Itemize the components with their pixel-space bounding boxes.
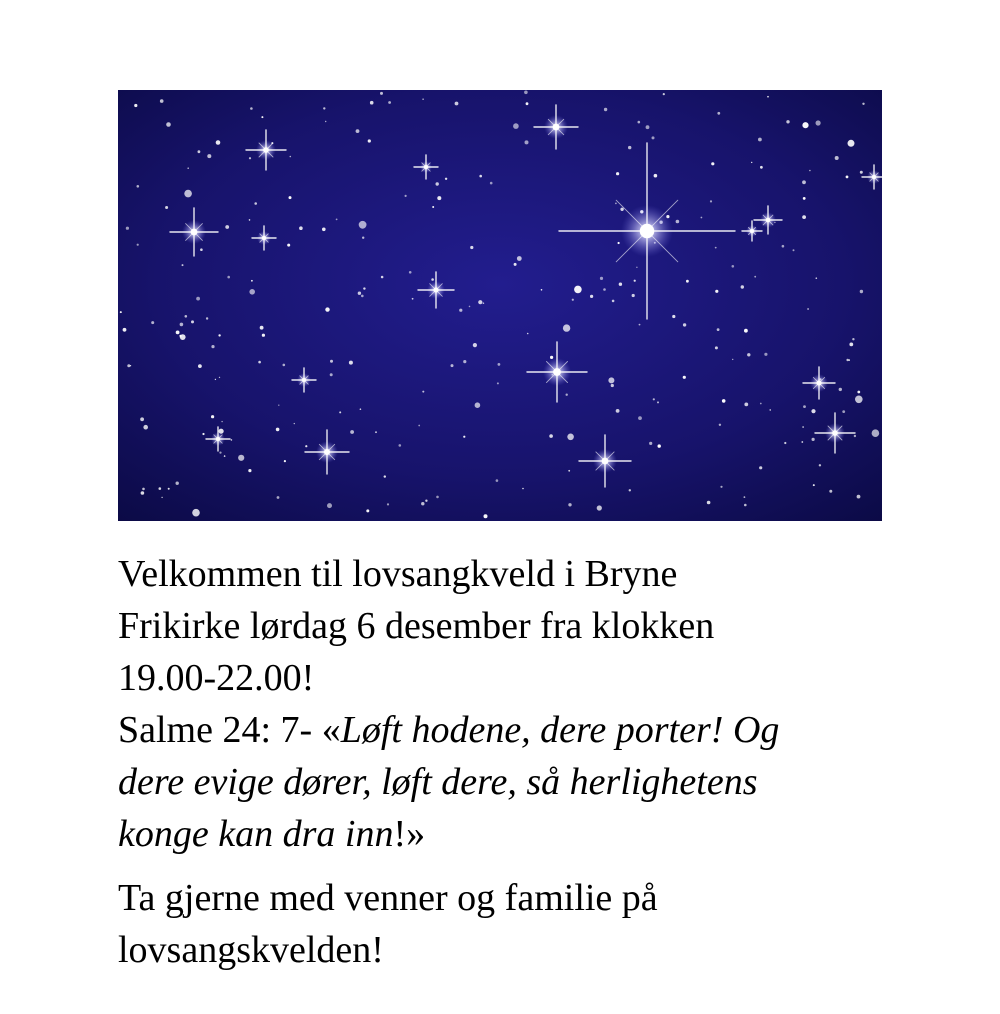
star-dot bbox=[187, 167, 189, 169]
star-dot bbox=[478, 300, 482, 304]
star-dot bbox=[479, 175, 482, 178]
star-dot bbox=[184, 190, 192, 198]
star-dot bbox=[854, 435, 856, 437]
star-dot bbox=[525, 140, 529, 144]
star-dot bbox=[211, 345, 214, 348]
star-dot bbox=[185, 315, 188, 318]
star-dot bbox=[191, 320, 194, 323]
star-dot bbox=[786, 120, 789, 123]
starry-sky-image bbox=[118, 90, 882, 521]
star-dot bbox=[620, 208, 623, 211]
star-dot bbox=[517, 256, 522, 261]
star-dot bbox=[422, 391, 424, 393]
star-dot bbox=[179, 335, 181, 337]
star-dot bbox=[513, 123, 519, 129]
psalm-prefix: Salme 24: 7- « bbox=[118, 709, 341, 751]
star-dot bbox=[437, 196, 441, 200]
star-dot bbox=[842, 410, 845, 413]
star-dot bbox=[238, 455, 244, 461]
star-dot bbox=[566, 394, 568, 396]
star-dot bbox=[862, 103, 864, 105]
star-dot bbox=[657, 401, 659, 403]
star-dot bbox=[658, 444, 661, 447]
star-dot bbox=[498, 363, 501, 366]
psalm-quote-2: dere evige dører, løft dere, så herlighetens bbox=[118, 761, 758, 803]
star-dot bbox=[123, 328, 127, 332]
star-dot bbox=[219, 452, 221, 454]
star-dot bbox=[143, 425, 148, 430]
closing-paragraph bbox=[118, 872, 918, 976]
star-dot bbox=[744, 496, 746, 498]
sky-background bbox=[118, 90, 882, 521]
star-dot bbox=[375, 431, 377, 433]
star-dot bbox=[629, 489, 631, 491]
star-dot bbox=[350, 430, 354, 434]
star-dot bbox=[323, 107, 325, 109]
psalm-quote-3: konge kan dra inn bbox=[118, 813, 394, 855]
star-dot bbox=[744, 504, 747, 507]
star-dot bbox=[764, 353, 767, 356]
star-dot bbox=[852, 338, 854, 340]
star-dot bbox=[409, 271, 412, 274]
star-dot bbox=[618, 242, 620, 244]
star-dot bbox=[604, 108, 607, 111]
star-dot bbox=[638, 416, 642, 420]
star-dot bbox=[336, 219, 338, 221]
star-dot bbox=[224, 455, 226, 457]
star-dot bbox=[180, 323, 184, 327]
star-dot bbox=[176, 482, 179, 485]
star-dot bbox=[325, 307, 329, 311]
star-dot bbox=[484, 514, 488, 518]
star-dot bbox=[399, 444, 402, 447]
star-dot bbox=[231, 439, 233, 441]
star-dot bbox=[849, 343, 853, 347]
star-dot bbox=[182, 264, 184, 266]
star-dot bbox=[142, 488, 145, 491]
star-dot bbox=[802, 122, 808, 128]
star-dot bbox=[848, 359, 850, 361]
star-dot bbox=[483, 302, 485, 304]
star-dot bbox=[289, 196, 292, 199]
psalm-suffix: !» bbox=[393, 813, 426, 855]
star-dot bbox=[835, 156, 839, 160]
star-dot bbox=[801, 441, 803, 443]
star-dot bbox=[848, 140, 855, 147]
invite-line-2: Frikirke lørdag 6 desember fra klokken bbox=[118, 605, 715, 647]
star-dot bbox=[198, 150, 201, 153]
star-dot bbox=[277, 496, 280, 499]
star-dot bbox=[524, 91, 528, 95]
star-dot bbox=[628, 146, 631, 149]
star-dot bbox=[722, 399, 726, 403]
star-dot bbox=[418, 425, 420, 427]
star-dot bbox=[686, 280, 689, 283]
star-dot bbox=[813, 484, 815, 486]
star-dot bbox=[732, 359, 733, 360]
star-dot bbox=[782, 245, 785, 248]
star-dot bbox=[470, 246, 473, 249]
star-dot bbox=[436, 496, 439, 499]
star-dot bbox=[251, 280, 253, 282]
star-dot bbox=[646, 125, 650, 129]
star-dot bbox=[490, 182, 493, 185]
star-dot bbox=[758, 138, 762, 142]
star-dot bbox=[206, 317, 208, 319]
star-dot bbox=[567, 434, 574, 441]
star-dot bbox=[198, 364, 202, 368]
star-dot bbox=[839, 388, 842, 391]
star-dot bbox=[218, 334, 220, 336]
star-dot bbox=[619, 283, 622, 286]
star-dot bbox=[436, 182, 439, 185]
star-dot bbox=[363, 287, 365, 289]
star-dot bbox=[802, 215, 806, 219]
star-dot bbox=[770, 409, 771, 410]
star-dot bbox=[707, 501, 711, 505]
star-dot bbox=[370, 101, 374, 105]
star-dot bbox=[137, 185, 140, 188]
star-dot bbox=[431, 278, 434, 281]
star-dot bbox=[715, 346, 718, 349]
star-dot bbox=[276, 428, 280, 432]
star-dot bbox=[615, 203, 617, 205]
star-dot bbox=[747, 353, 750, 356]
star-dot bbox=[860, 290, 863, 293]
star-dot bbox=[339, 411, 341, 413]
star-dot bbox=[192, 509, 200, 517]
star-dot bbox=[497, 382, 499, 384]
star-dot bbox=[120, 311, 122, 313]
star-dot bbox=[760, 403, 762, 405]
star-dot bbox=[784, 442, 786, 444]
star-dot bbox=[608, 377, 614, 383]
star-dot bbox=[634, 280, 636, 282]
star-dot bbox=[732, 265, 735, 268]
star-dot bbox=[425, 500, 427, 502]
star-dot bbox=[612, 300, 615, 303]
star-dot bbox=[356, 129, 360, 133]
star-dot bbox=[225, 225, 229, 229]
star-dot bbox=[872, 429, 880, 437]
star-dot bbox=[262, 334, 265, 337]
invitation-text bbox=[118, 548, 918, 976]
star-dot bbox=[221, 421, 222, 422]
star-dot bbox=[249, 289, 255, 295]
star-dot bbox=[305, 445, 307, 447]
star-dot bbox=[793, 249, 795, 251]
invite-paragraph bbox=[118, 548, 918, 860]
star-dot bbox=[803, 197, 806, 200]
star-dot bbox=[802, 180, 806, 184]
star-dot bbox=[568, 470, 570, 472]
star-dot bbox=[819, 464, 821, 466]
star-dot bbox=[294, 423, 295, 424]
star-dot bbox=[469, 306, 471, 308]
star-dot bbox=[816, 277, 818, 279]
star-dot bbox=[412, 298, 414, 300]
star-dot bbox=[672, 315, 675, 318]
star-dot bbox=[616, 409, 620, 413]
star-dot bbox=[200, 248, 203, 251]
star-dot bbox=[141, 491, 145, 495]
star-dot bbox=[715, 247, 717, 249]
star-dot bbox=[168, 488, 170, 490]
star-dot bbox=[649, 442, 652, 445]
star-dot bbox=[632, 294, 635, 297]
star-dot bbox=[803, 405, 806, 408]
star-dot bbox=[284, 460, 286, 462]
star-dot bbox=[384, 475, 386, 477]
star-dot bbox=[211, 415, 214, 418]
star-dot bbox=[327, 503, 332, 508]
star-dot bbox=[760, 166, 763, 169]
star-dot bbox=[568, 503, 571, 506]
star-dot bbox=[590, 295, 593, 298]
star-dot bbox=[563, 324, 570, 331]
star-dot bbox=[473, 343, 477, 347]
star-dot bbox=[196, 297, 200, 301]
star-dot bbox=[811, 409, 815, 413]
star-dot bbox=[260, 326, 264, 330]
star-dot bbox=[287, 244, 290, 247]
star-dot bbox=[459, 309, 462, 312]
star-dot bbox=[432, 206, 434, 208]
star-dot bbox=[330, 360, 333, 363]
star-dot bbox=[216, 140, 221, 145]
star-dot bbox=[368, 139, 371, 142]
star-dot bbox=[278, 405, 279, 406]
closing-line-1: Ta gjerne med venner og familie på bbox=[118, 877, 658, 919]
star-dot bbox=[215, 379, 216, 380]
star-dot bbox=[290, 156, 292, 158]
psalm-quote-1: Løft hodene, dere porter! Og bbox=[340, 709, 780, 751]
star-dot bbox=[475, 402, 481, 408]
star-dot bbox=[202, 433, 204, 435]
star-dot bbox=[860, 171, 863, 174]
star-dot bbox=[254, 202, 257, 205]
star-dot bbox=[159, 487, 162, 490]
invite-line-1: Velkommen til lovsangkveld i Bryne bbox=[118, 553, 678, 595]
star-dot bbox=[366, 509, 369, 512]
star-dot bbox=[720, 486, 722, 488]
star-dot bbox=[422, 98, 424, 100]
star-dot bbox=[807, 308, 809, 310]
star-dot bbox=[362, 237, 364, 239]
star-dot bbox=[652, 136, 655, 139]
star-dot bbox=[227, 276, 230, 279]
star-dot bbox=[597, 505, 602, 510]
star-dot bbox=[166, 122, 171, 127]
star-dot bbox=[349, 361, 353, 365]
star-dot bbox=[759, 466, 762, 469]
star-dot bbox=[137, 244, 139, 246]
star-dot bbox=[322, 228, 326, 232]
star-dot bbox=[654, 174, 658, 178]
star-dot bbox=[812, 438, 815, 441]
star-dot bbox=[527, 333, 529, 335]
star-dot bbox=[744, 329, 748, 333]
star-dot bbox=[857, 391, 860, 394]
star-dot bbox=[134, 104, 137, 107]
star-dot bbox=[715, 290, 718, 293]
star-dot bbox=[140, 417, 144, 421]
star-dot bbox=[711, 162, 714, 165]
star-dot bbox=[258, 361, 261, 364]
star-dot bbox=[261, 116, 263, 118]
star-dot bbox=[829, 490, 832, 493]
star-dot bbox=[639, 324, 641, 326]
star-dot bbox=[160, 99, 164, 103]
star-dot bbox=[451, 364, 454, 367]
star-dot bbox=[603, 288, 606, 291]
star-dot bbox=[381, 276, 384, 279]
star-dot bbox=[663, 93, 665, 95]
star-dot bbox=[550, 356, 553, 359]
star-dot bbox=[130, 365, 131, 366]
star-dot bbox=[717, 112, 720, 115]
star-dot bbox=[283, 364, 286, 367]
star-dot bbox=[809, 170, 811, 172]
invite-line-3: 19.00-22.00! bbox=[118, 657, 315, 699]
star-dot bbox=[616, 172, 619, 175]
star-dot bbox=[572, 299, 574, 301]
star-dot bbox=[744, 403, 748, 407]
star-dot bbox=[358, 292, 361, 295]
star-dot bbox=[207, 154, 211, 158]
star-dot bbox=[330, 373, 333, 376]
star-dot bbox=[857, 495, 861, 499]
star-dot bbox=[361, 295, 364, 298]
star-dot bbox=[360, 408, 362, 410]
star-dot bbox=[767, 96, 769, 98]
star-dot bbox=[388, 101, 391, 104]
star-dot bbox=[165, 206, 168, 209]
star-dot bbox=[445, 178, 447, 180]
star-dot bbox=[549, 434, 553, 438]
star-dot bbox=[405, 195, 407, 197]
star-dot bbox=[600, 277, 603, 280]
star-dot bbox=[514, 263, 517, 266]
star-dot bbox=[717, 328, 720, 331]
star-dot bbox=[802, 426, 804, 428]
star-dot bbox=[380, 92, 383, 95]
star-dot bbox=[496, 479, 499, 482]
star-dot bbox=[463, 360, 466, 363]
star-dot bbox=[359, 221, 367, 229]
star-dot bbox=[248, 469, 251, 472]
star-dot bbox=[522, 488, 524, 490]
star-dot bbox=[816, 120, 821, 125]
star-dot bbox=[161, 497, 162, 498]
star-dot bbox=[250, 107, 253, 110]
star-dot bbox=[846, 176, 849, 179]
star-dot bbox=[526, 102, 529, 105]
star-dot bbox=[219, 377, 220, 378]
star-dot bbox=[249, 219, 251, 221]
star-dot bbox=[754, 276, 756, 278]
closing-line-2: lovsangskvelden! bbox=[118, 929, 384, 971]
star-dot bbox=[455, 102, 459, 106]
star-dot bbox=[636, 267, 637, 268]
star-dot bbox=[701, 217, 703, 219]
star-dot bbox=[683, 323, 686, 326]
star-dot bbox=[855, 396, 863, 404]
star-dot bbox=[463, 436, 465, 438]
star-dot bbox=[176, 331, 180, 335]
star-dot bbox=[387, 503, 389, 505]
star-dot bbox=[249, 157, 251, 159]
star-dot bbox=[710, 200, 712, 202]
star-dot bbox=[421, 502, 424, 505]
star-dot bbox=[574, 286, 582, 294]
star-dot bbox=[299, 226, 303, 230]
star-dot bbox=[676, 220, 680, 224]
star-dot bbox=[719, 424, 721, 426]
star-dot bbox=[541, 289, 543, 291]
star-dot bbox=[741, 285, 744, 288]
star-dot bbox=[751, 162, 752, 163]
star-dot bbox=[683, 376, 686, 379]
star-dot bbox=[151, 321, 154, 324]
star-dot bbox=[611, 384, 614, 387]
star-dot bbox=[126, 227, 129, 230]
star-dot bbox=[653, 398, 655, 400]
star-dot bbox=[638, 121, 641, 124]
star-dot bbox=[325, 121, 326, 122]
